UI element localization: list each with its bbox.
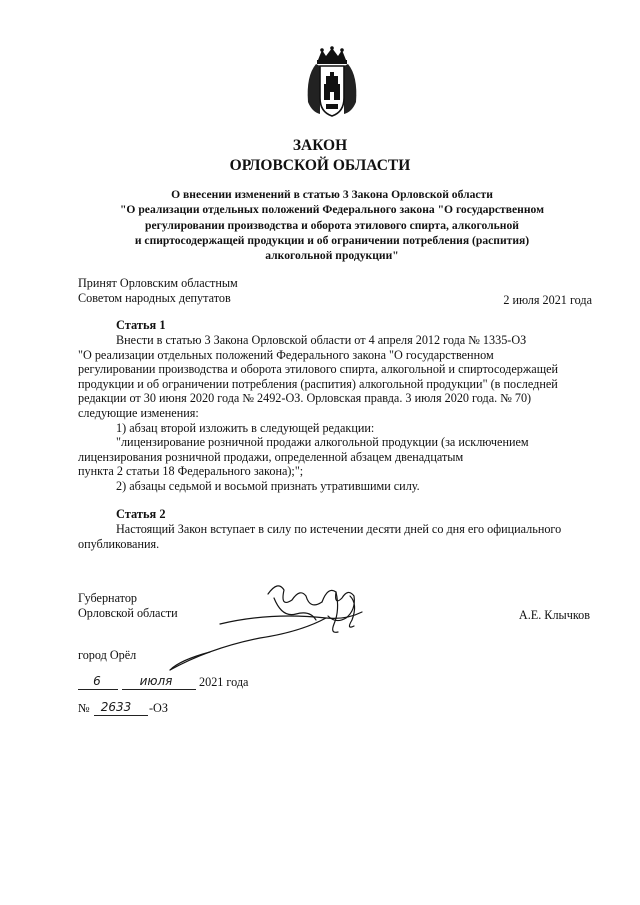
article1-line: регулировании производства и оборота этилового спирта, алкогольной и спиртосодержащей bbox=[78, 362, 559, 377]
law-subtitle bbox=[60, 187, 604, 263]
article2-line: Настоящий Закон вступает в силу по истечении десяти дней со дня его официального bbox=[116, 522, 562, 536]
law-number-value: 2633 bbox=[100, 700, 132, 714]
subtitle-line: и спиртосодержащей продукции и об ограничении потребления (распития) bbox=[134, 233, 530, 247]
article2-body bbox=[78, 522, 592, 551]
article2-line: опубликования. bbox=[78, 536, 160, 551]
subtitle-line: О внесении изменений в статью 3 Закона Орловской области bbox=[171, 188, 493, 201]
article1-item2: 2) абзацы седьмой и восьмой признать утратившими силу. bbox=[116, 478, 420, 493]
city: город Орёл bbox=[78, 648, 137, 662]
article1-line: Внести в статью 3 Закона Орловской области от 4 апреля 2012 года № 1335-ОЗ bbox=[116, 333, 527, 347]
article1-quote-line: лицензирования розничной продажи, определенной абзацем двенадцатым bbox=[78, 449, 464, 464]
signing-day: 6 bbox=[93, 674, 101, 688]
adoption-line2: Советом народных депутатов bbox=[78, 291, 231, 305]
adoption-line1: Принят Орловским областным bbox=[78, 276, 238, 290]
article2-title: Статья 2 bbox=[116, 507, 166, 521]
subtitle-line: регулировании производства и оборота этилового спирта, алкогольной bbox=[145, 218, 519, 232]
article1-line: "О реализации отдельных положений Федерального закона "О государственном bbox=[78, 347, 494, 362]
article1-line: продукции и об ограничении потребления (распития) алкогольной продукции" (в последней bbox=[78, 376, 558, 391]
law-number-suffix: -ОЗ bbox=[149, 701, 168, 715]
law-title-line1: ЗАКОН bbox=[292, 137, 348, 154]
signing-month: июля bbox=[139, 674, 173, 688]
signing-date bbox=[78, 674, 278, 692]
signatory-position-line1: Губернатор bbox=[78, 591, 138, 605]
subtitle-line: "О реализации отдельных положений Федерального закона "О государственном bbox=[120, 203, 544, 217]
signatory-position-line2: Орловской области bbox=[78, 606, 178, 620]
article1-title: Статья 1 bbox=[116, 318, 166, 332]
law-title-line2: ОРЛОВСКОЙ ОБЛАСТИ bbox=[229, 157, 411, 174]
article1-item1: 1) абзац второй изложить в следующей редакции: bbox=[116, 420, 375, 435]
signing-year: 2021 года bbox=[199, 675, 249, 689]
handwritten-signature bbox=[150, 574, 380, 684]
law-number bbox=[78, 700, 218, 718]
article1-quote-line: пункта 2 статьи 18 Федерального закона);"; bbox=[78, 464, 304, 479]
article1-line: редакции от 30 июня 2020 года № 2492-ОЗ. Орловская правда. 3 июля 2020 года. № 70) bbox=[78, 391, 532, 406]
article1-quote-line: "лицензирование розничной продажи алкогольной продукции (за исключением bbox=[116, 435, 529, 450]
article1-line: следующие изменения: bbox=[78, 405, 199, 420]
coat-of-arms-icon bbox=[304, 46, 360, 120]
signatory-name: А.Е. Клычков bbox=[518, 608, 590, 622]
article1-body bbox=[78, 333, 592, 494]
subtitle-line: алкогольной продукции" bbox=[265, 249, 399, 263]
law-number-prefix: № bbox=[78, 701, 90, 715]
adoption-date: 2 июля 2021 года bbox=[503, 293, 592, 307]
law-title bbox=[0, 136, 640, 176]
